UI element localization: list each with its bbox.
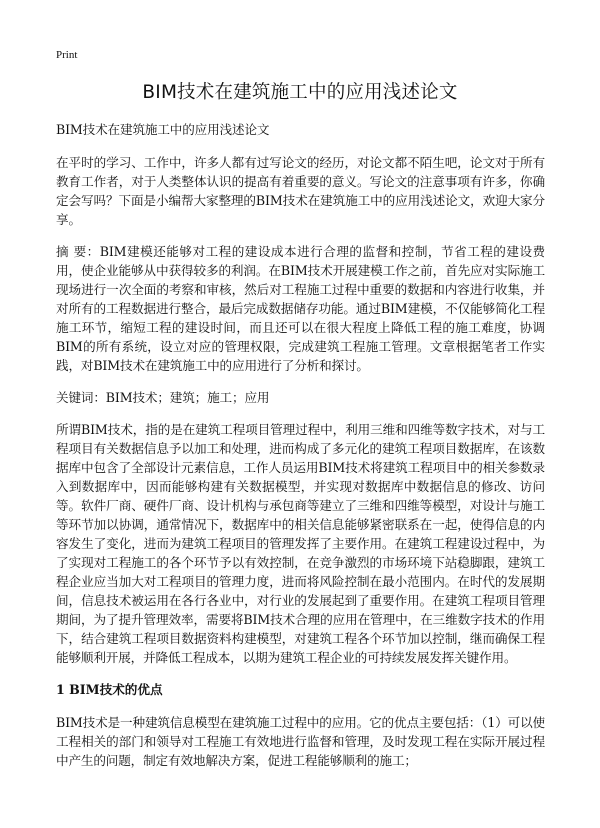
- abstract-paragraph: 摘 要：BIM建模还能够对工程的建设成本进行合理的监督和控制，节省工程的建设费用，使企业能够从中获得较多的利润。在BIM技术开展建模工作之前，首先应对实际施工现场进行一次全面的考察和审核，然后对工程施工过程中重要的数据和内容进行收集，并对所有的工程数据进行整合，最后完成数据储存功能。通过BIM建模，不仅能够简化工程施工环节，缩短工程的建设时间，而且还可以在很大程度上降低工程的施工难度，协调BIM的所有系统，设立对应的管理权限，完成建筑工程施工管理。文章根据笔者工作实践，对BIM技术在建筑施工中的应用进行了分析和探讨。: [56, 244, 545, 373]
- body-paragraph: 所谓BIM技术，指的是在建筑工程项目管理过程中，利用三维和四维等数字技术，对与工程项目有关数据信息予以加工和处理，进而构成了多元化的建筑工程项目数据库，在该数据库中包含了全部设计元素信息，工作人员运用BIM技术将建筑工程项目中的相关参数录入到数据库中，因而能够构建有关数据模型，并实现对数据库中数据信息的修改、访问等。软件厂商、硬件厂商、设计机构与承包商等建立了三维和四维等模型，对设计与施工等环节加以协调，通常情况下，数据库中的相关信息能够紧密联系在一起，使得信息的内容发生了变化，进而为建筑工程项目的管理发挥了主要作用。在建筑工程建设过程中，为了实现对工程施工的各个环节予以有效控制，在竞争激烈的市场环境下站稳脚跟，建筑工程企业应当加大对工程项目的管理力度，进而将风险控制在最小范围内。在时代的发展期间，信息技术被运用在各行各业中，对行业的发展起到了重要作用。在建筑工程项目管理期间，为了提升管理效率，需要将BIM技术合理的应用在管理中，在三维数字技术的作用下，结合建筑工程项目数据资料构建模型，对建筑工程各个环节加以控制，继而确保工程能够顺利开展，并降低工程成本，以期为建筑工程企业的可持续发展发挥关键作用。: [56, 422, 545, 665]
- section-paragraph: BIM技术是一种建筑信息模型在建筑施工过程中的应用。它的优点主要包括：（1）可以使工程相关的部门和领导对工程施工有效地进行监督和管理，及时发现工程在实际开展过程中产生的问题，制定有效地解决方案，促进工程能够顺利的施工；: [56, 715, 545, 768]
- intro-paragraph: 在平时的学习、工作中，许多人都有过写论文的经历，对论文都不陌生吧，论文对于所有教育工作者，对于人类整体认识的提高有着重要的意义。写论文的注意事项有许多，你确定会写吗？下面是小编帮大家整理的BIM技术在建筑施工中的应用浅述论文，欢迎大家分享。: [56, 155, 545, 227]
- page-title: BIM技术在建筑施工中的应用浅述论文: [142, 82, 458, 103]
- article-body: [56, 120, 545, 770]
- print-label[interactable]: Print: [56, 49, 78, 61]
- section-heading: 1 BIM技术的优点: [56, 682, 163, 697]
- article-subtitle: BIM技术在建筑施工中的应用浅述论文: [56, 122, 270, 137]
- keywords-line: 关键词：BIM技术；建筑；施工；应用: [56, 390, 270, 405]
